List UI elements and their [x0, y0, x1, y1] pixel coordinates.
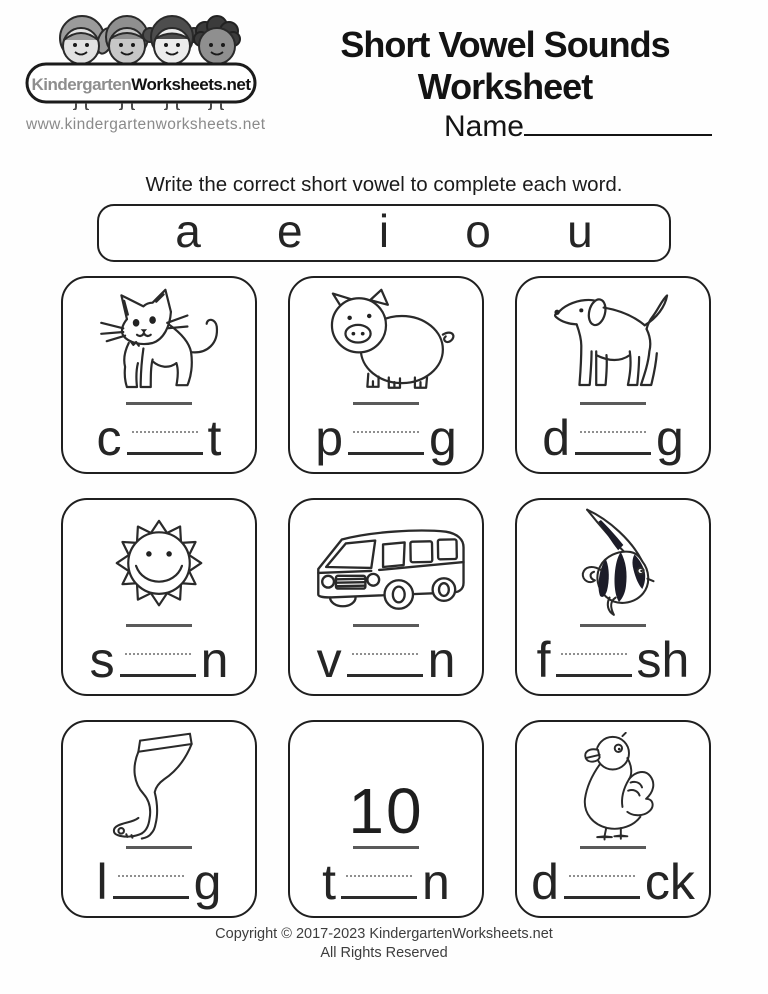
copyright-text: Copyright © 2017-2023 KindergartenWorksheets.net: [215, 926, 553, 942]
vowel-letter: i: [378, 205, 390, 257]
dog-illustration: [517, 286, 709, 398]
vowel-blank[interactable]: [348, 431, 424, 455]
word-suffix: g: [193, 854, 222, 910]
word-card-leg: [61, 720, 257, 918]
writing-guide-topline: [353, 402, 419, 405]
vowel-letter: a: [175, 205, 201, 257]
cat-illustration: [63, 286, 255, 398]
writing-guide-topline: [126, 402, 192, 405]
word-with-blank: [322, 854, 450, 910]
ten-illustration: [290, 730, 482, 848]
cat-icon: [84, 288, 234, 398]
word-prefix: p: [315, 410, 343, 466]
word-with-blank: [96, 854, 222, 910]
pig-icon: [311, 288, 461, 398]
word-card-ten: [288, 720, 484, 918]
word-suffix: t: [207, 410, 222, 466]
word-suffix: n: [422, 854, 450, 910]
logo-wordmark: [28, 68, 254, 102]
writing-guide-topline: [126, 624, 192, 627]
rights-text: All Rights Reserved: [320, 945, 448, 961]
word-prefix: v: [316, 632, 342, 688]
leg-icon: [89, 732, 229, 842]
instruction-text: Write the correct short vowel to complete each word.: [145, 173, 623, 196]
word-card-fish: [515, 498, 711, 696]
word-card-dog: [515, 276, 711, 474]
word-prefix: d: [542, 410, 570, 466]
leg-illustration: [63, 730, 255, 842]
ten-icon: 10: [348, 775, 424, 848]
writing-guide-topline: [580, 846, 646, 849]
word-with-blank: [315, 410, 457, 466]
sun-icon: [84, 508, 234, 620]
fish-icon: [547, 508, 679, 620]
vowel-letter: e: [277, 205, 303, 257]
word-with-blank: [89, 632, 229, 688]
word-card-sun: [61, 498, 257, 696]
dog-icon: [533, 288, 693, 398]
vowel-letter: o: [465, 205, 491, 257]
vowel-blank[interactable]: [127, 431, 203, 455]
vowel-blank[interactable]: [113, 875, 189, 899]
duck-icon: [541, 732, 686, 842]
vowel-letter: u: [567, 205, 593, 257]
vowel-blank[interactable]: [347, 653, 423, 677]
word-suffix: g: [429, 410, 457, 466]
fish-illustration: [517, 508, 709, 620]
word-prefix: s: [89, 632, 115, 688]
vowel-blank[interactable]: [575, 431, 651, 455]
word-suffix: ck: [644, 854, 695, 910]
word-with-blank: [531, 854, 695, 910]
writing-guide-topline: [126, 846, 192, 849]
word-prefix: t: [322, 854, 337, 910]
word-suffix: g: [656, 410, 684, 466]
van-illustration: [290, 508, 482, 620]
word-card-pig: [288, 276, 484, 474]
site-url: www.kindergartenworksheets.net: [26, 116, 266, 133]
writing-guide-topline: [580, 624, 646, 627]
word-with-blank: [316, 632, 456, 688]
page-footer: [0, 925, 768, 963]
logo-text-worksheets: Worksheets.net: [131, 75, 251, 94]
vowel-bank: [97, 204, 671, 262]
word-suffix: sh: [636, 632, 690, 688]
vowel-blank[interactable]: [564, 875, 640, 899]
word-with-blank: [536, 632, 690, 688]
van-icon: [302, 514, 470, 620]
word-card-van: [288, 498, 484, 696]
name-label: Name: [443, 110, 524, 143]
word-with-blank: [542, 410, 684, 466]
word-prefix: d: [531, 854, 559, 910]
vowel-blank[interactable]: [120, 653, 196, 677]
vowel-blank[interactable]: [556, 653, 632, 677]
word-suffix: n: [427, 632, 456, 688]
page-title: Short Vowel Sounds Worksheet: [340, 24, 670, 107]
name-write-line[interactable]: [524, 132, 712, 136]
writing-guide-topline: [353, 624, 419, 627]
site-logo: [20, 8, 262, 115]
word-card-grid: [61, 276, 711, 918]
writing-guide-topline: [580, 402, 646, 405]
word-prefix: f: [536, 632, 551, 688]
word-prefix: c: [96, 410, 122, 466]
pig-illustration: [290, 286, 482, 398]
word-prefix: l: [96, 854, 108, 910]
vowel-blank[interactable]: [341, 875, 417, 899]
name-row: [444, 110, 712, 144]
word-with-blank: [96, 410, 222, 466]
logo-text-kindergarten: Kindergarten: [31, 75, 132, 94]
writing-guide-topline: [353, 846, 419, 849]
duck-illustration: [517, 730, 709, 842]
sun-illustration: [63, 508, 255, 620]
word-card-cat: [61, 276, 257, 474]
word-card-duck: [515, 720, 711, 918]
word-suffix: n: [200, 632, 229, 688]
